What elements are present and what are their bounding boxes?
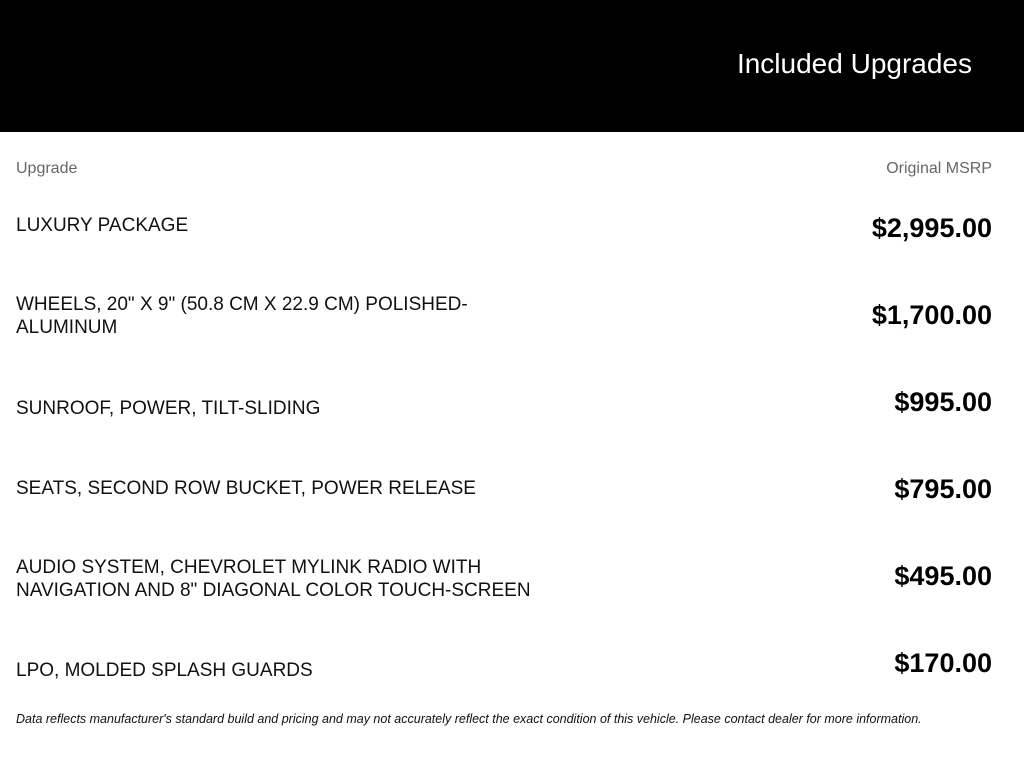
upgrade-name: WHEELS, 20" X 9" (50.8 CM X 22.9 CM) POLISHED-ALUMINUM [16, 294, 468, 338]
upgrade-row [16, 200, 992, 287]
upgrade-price: $995.00 [894, 387, 992, 417]
upgrade-price: $170.00 [894, 648, 992, 678]
upgrade-name: LUXURY PACKAGE [16, 215, 189, 236]
upgrade-row [16, 287, 992, 374]
column-header-upgrade: Upgrade [16, 160, 78, 177]
upgrade-row [16, 635, 992, 722]
upgrade-row [16, 374, 992, 461]
upgrade-row [16, 548, 992, 635]
header-bar [0, 0, 1024, 132]
upgrade-price: $795.00 [894, 474, 992, 504]
column-header-msrp: Original MSRP [886, 160, 992, 177]
upgrade-name: LPO, MOLDED SPLASH GUARDS [16, 660, 313, 681]
upgrade-name: AUDIO SYSTEM, CHEVROLET MYLINK RADIO WITH NAVIGATION AND 8" DIAGONAL COLOR TOUCH-SCREEN [16, 557, 531, 601]
page-title: Included Upgrades [736, 48, 972, 79]
upgrade-price: $2,995.00 [871, 213, 992, 243]
upgrade-row [16, 461, 992, 548]
disclaimer-footnote: Data reflects manufacturer's standard build and pricing and may not accurately reflect the exact condition of this vehicle. Please contact dealer for more information. [16, 712, 922, 726]
upgrade-name: SEATS, SECOND ROW BUCKET, POWER RELEASE [16, 478, 476, 499]
column-headers [16, 160, 992, 180]
upgrade-name: SUNROOF, POWER, TILT-SLIDING [16, 398, 321, 419]
upgrade-price: $495.00 [894, 561, 992, 591]
upgrade-price: $1,700.00 [871, 300, 992, 330]
